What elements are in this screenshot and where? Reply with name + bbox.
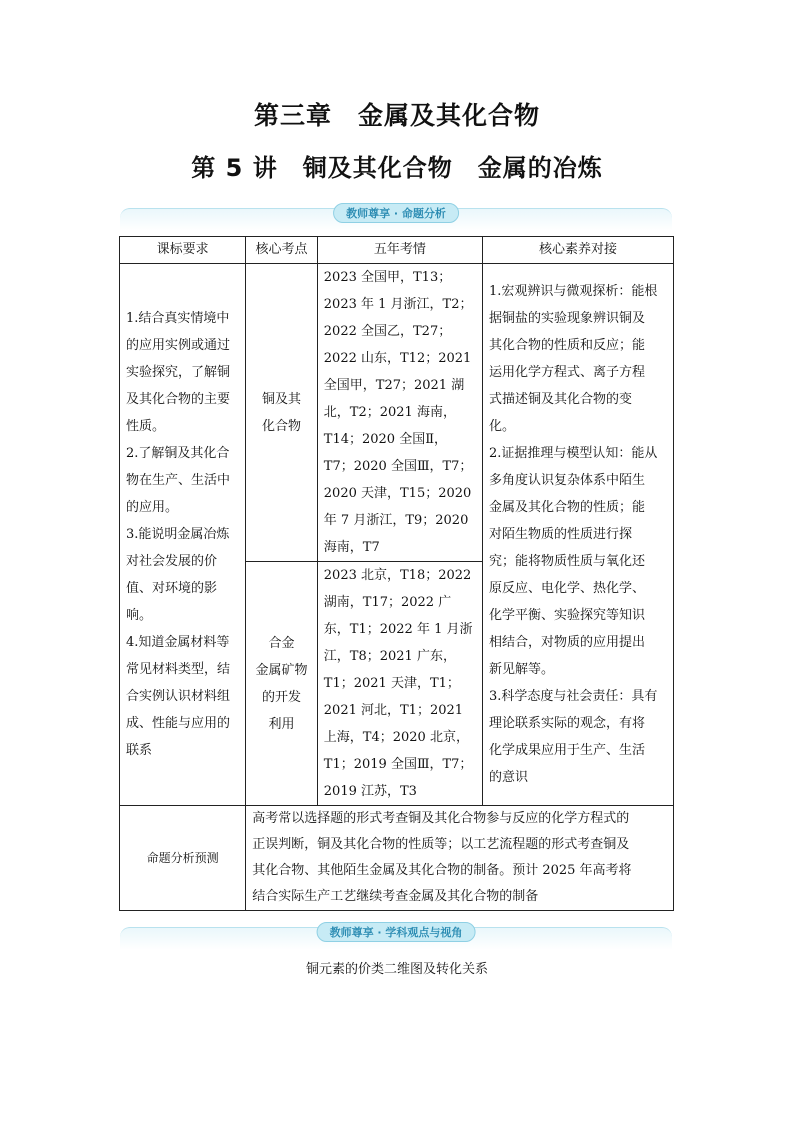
text-line: 对社会发展的价 (126, 554, 218, 569)
text-line: 北，T2；2021 海南， (323, 405, 456, 420)
text-line: 3.科学态度与社会责任：具有 (488, 689, 658, 704)
figure-caption: 铜元素的价类二维图及转化关系 (305, 962, 488, 977)
text-line: 的应用。 (126, 500, 179, 515)
text-line: 其化合物、其他陌生金属及其化合物的制备。预计 2025 年高考将 (252, 863, 632, 878)
table-row (120, 264, 674, 562)
header-literacy: 核心素养对接 (482, 237, 673, 264)
text-line: 结合实际生产工艺继续考查金属及其化合物的制备 (252, 889, 539, 904)
text-line: 上海，T4；2020 北京， (323, 730, 469, 745)
topic-cell-alloy (246, 562, 318, 806)
text-line: 物在生产、生活中 (126, 473, 231, 488)
text-line: 合金 (268, 635, 295, 651)
header-curriculum: 课标要求 (120, 237, 246, 264)
text-line: 化学平衡、实验探究等知识 (488, 608, 645, 623)
exam-cell-copper (317, 264, 482, 562)
prediction-text (246, 806, 674, 911)
text-line: 原反应、电化学、热化学、 (488, 581, 645, 596)
header-topic: 核心考点 (246, 237, 318, 264)
text-line: 正误判断，铜及其化合物的性质等；以工艺流程题的形式考查铜及 (252, 837, 630, 852)
header-exams: 五年考情 (317, 237, 482, 264)
literacy-cell (482, 264, 673, 806)
section-label-perspective: 教师尊享 · 学科观点与视角 (317, 922, 476, 942)
exam-cell-alloy (317, 562, 482, 806)
text-line: 新见解等。 (488, 662, 554, 677)
text-line: 高考常以选择题的形式考查铜及其化合物参与反应的化学方程式的 (252, 811, 630, 826)
text-line: 合实例认识材料组 (126, 689, 231, 704)
table-header-row (120, 237, 674, 264)
text-line: 化合物 (261, 418, 301, 434)
text-line: 的应用实例或通过 (126, 338, 231, 353)
curriculum-cell (120, 264, 246, 806)
text-line: 理论联系实际的观念，有将 (488, 716, 645, 731)
text-line: 成、性能与应用的 (126, 716, 231, 731)
text-line: 多角度认识复杂体系中陌生 (488, 473, 645, 488)
text-line: T1；2019 全国Ⅲ，T7； (323, 757, 473, 772)
text-line: 化。 (488, 419, 515, 434)
text-line: 江，T8；2021 广东， (323, 649, 456, 664)
text-line: 海南，T7 (323, 540, 380, 555)
section-banner-perspective (120, 927, 672, 950)
text-line: 及其化合物的主要 (126, 392, 231, 407)
topic-cell-copper (246, 264, 318, 562)
text-line: 1.结合真实情境中 (126, 311, 230, 326)
text-line: 2023 北京，T18；2022 (323, 568, 472, 583)
chapter-title: 第三章 金属及其化合物 (253, 101, 540, 130)
text-line: 金属及其化合物的性质；能 (488, 500, 645, 515)
text-line: 4.知道金属材料等 (126, 635, 230, 650)
text-line: 2019 江苏，T3 (323, 784, 417, 799)
text-line: 铜及其 (261, 391, 301, 407)
text-line: 2021 河北，T1；2021 (323, 703, 464, 718)
text-line: 全国甲，T27；2021 湖 (323, 378, 465, 393)
text-line: 对陌生物质的性质进行探 (488, 527, 632, 542)
text-line: 金属矿物 (255, 662, 308, 678)
text-line: 运用化学方程式、离子方程 (488, 365, 645, 380)
text-line: 式描述铜及其化合物的变 (488, 392, 632, 407)
text-line: 2020 天津，T15；2020 (323, 486, 472, 501)
table-row-prediction (120, 806, 674, 911)
section-label-analysis: 教师尊享 · 命题分析 (333, 203, 459, 223)
text-line: 实验探究，了解铜 (126, 365, 231, 380)
text-line: 东，T1；2022 年 1 月浙 (323, 622, 473, 637)
text-line: 性质。 (126, 419, 166, 434)
text-line: 化学成果应用于生产、生活 (488, 743, 645, 758)
section-banner-analysis (120, 208, 672, 231)
text-line: 其化合物的性质和反应；能 (488, 338, 645, 353)
text-line: 常见材料类型，结 (126, 662, 231, 677)
prediction-label: 命题分析预测 (120, 806, 246, 911)
text-line: 响。 (126, 608, 153, 623)
text-line: 2.了解铜及其化合 (126, 446, 230, 461)
text-line: 联系 (126, 743, 153, 758)
text-line: 1.宏观辨识与微观探析：能根 (488, 284, 658, 299)
text-line: 2022 全国乙，T27； (323, 324, 452, 339)
text-line: 2022 山东，T12；2021 (323, 351, 472, 366)
text-line: 利用 (268, 716, 295, 732)
text-line: 2023 全国甲，T13； (323, 270, 452, 285)
text-line: T7；2020 全国Ⅲ，T7； (323, 459, 473, 474)
text-line: 值、对环境的影 (126, 581, 218, 596)
text-line: 的意识 (488, 770, 528, 785)
text-line: 2.证据推理与模型认知：能从 (488, 446, 658, 461)
text-line: 2023 年 1 月浙江，T2； (323, 297, 473, 312)
text-line: T14；2020 全国Ⅱ， (323, 432, 448, 447)
text-line: T1；2021 天津，T1； (323, 676, 460, 691)
text-line: 究；能将物质性质与氧化还 (488, 554, 645, 569)
text-line: 据铜盐的实验现象辨识铜及 (488, 311, 645, 326)
text-line: 相结合，对物质的应用提出 (488, 635, 645, 650)
text-line: 年 7 月浙江，T9；2020 (323, 513, 469, 528)
lesson-title: 第 5 讲 铜及其化合物 金属的冶炼 (191, 154, 603, 182)
text-line: 3.能说明金属冶炼 (126, 527, 230, 542)
text-line: 的开发 (261, 689, 301, 705)
text-line: 湖南，T17；2022 广 (323, 595, 452, 610)
analysis-table (119, 236, 674, 911)
